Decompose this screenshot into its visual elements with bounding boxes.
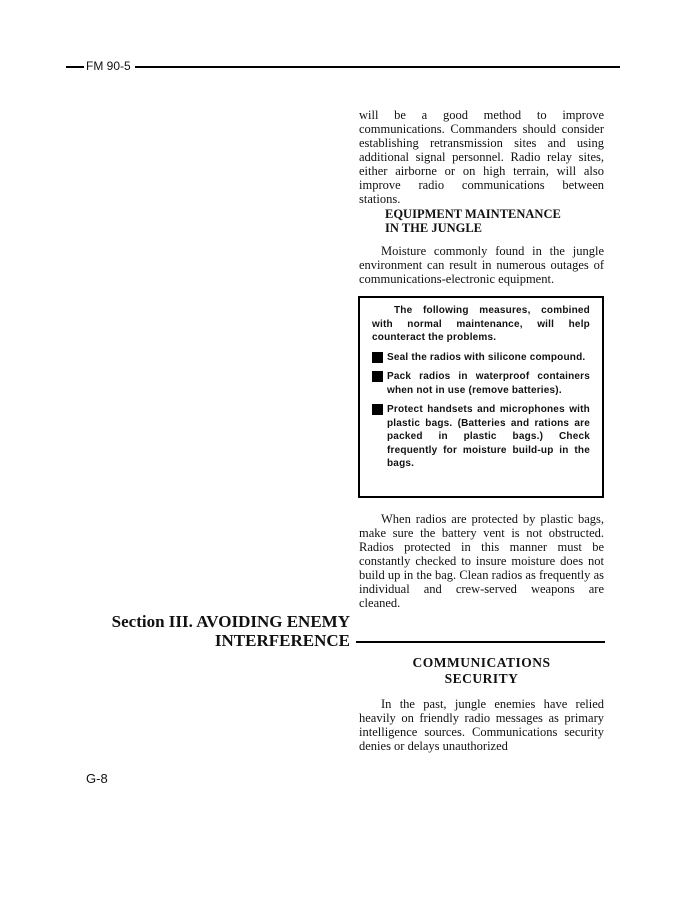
heading-equipment-maintenance — [385, 207, 605, 235]
paragraph-enemy-intelligence: In the past, jungle enemies have relied heavily on friendly radio messages as primary intelligence sources. Communications security denies or delays unauthorized — [359, 697, 604, 753]
paragraph-plastic-bags: When radios are protected by plastic bags, make sure the battery vent is not obstructed. Radios protected in this manner must be constantly checked to insure moisture does not build up in the bag. Clean radios as frequently as individual and crew-served weapons are cleaned. — [359, 512, 604, 610]
heading-line: IN THE JUNGLE — [385, 221, 483, 235]
list-item — [372, 403, 590, 471]
heading-line: COMMUNICATIONS — [412, 655, 551, 670]
square-bullet-icon — [372, 371, 383, 382]
list-item-text: Protect handsets and microphones with plastic bags. (Batteries and rations are packed in plastic bags.) Check frequently for moisture build-up in the bags. — [387, 404, 590, 469]
header-rule-right — [135, 66, 620, 68]
list-item-text: Seal the radios with silicone compound. — [387, 351, 586, 363]
heading-line: SECURITY — [444, 671, 519, 686]
list-item — [372, 351, 590, 365]
running-header: FM 90-5 — [86, 59, 131, 73]
list-item-text: Pack radios in waterproof containers when not in use (remove batteries). — [387, 371, 590, 396]
heading-communications-security — [359, 655, 604, 687]
header-rule-left — [66, 66, 84, 68]
heading-line: EQUIPMENT MAINTENANCE — [385, 207, 561, 221]
paragraph-moisture: Moisture commonly found in the jungle environment can result in numerous outages of communications-electronic equipment. — [359, 244, 604, 286]
section-rule — [356, 641, 605, 643]
section-title — [88, 612, 350, 650]
page-number: G-8 — [86, 771, 108, 786]
square-bullet-icon — [372, 352, 383, 363]
section-title-line: Section III. AVOIDING ENEMY — [111, 612, 350, 631]
paragraph-retransmission: will be a good method to improve communications. Commanders should consider establishing retransmission sites and using additional signal personnel. Radio relay sites, either airborne or on high terrain, will also improve radio communications between stations. — [359, 108, 604, 206]
maintenance-measures-box — [358, 296, 604, 498]
section-title-line: INTERFERENCE — [214, 631, 350, 650]
box-intro: The following measures, combined with normal maintenance, will help counteract the problems. — [372, 305, 590, 343]
list-item — [372, 370, 590, 397]
square-bullet-icon — [372, 404, 383, 415]
